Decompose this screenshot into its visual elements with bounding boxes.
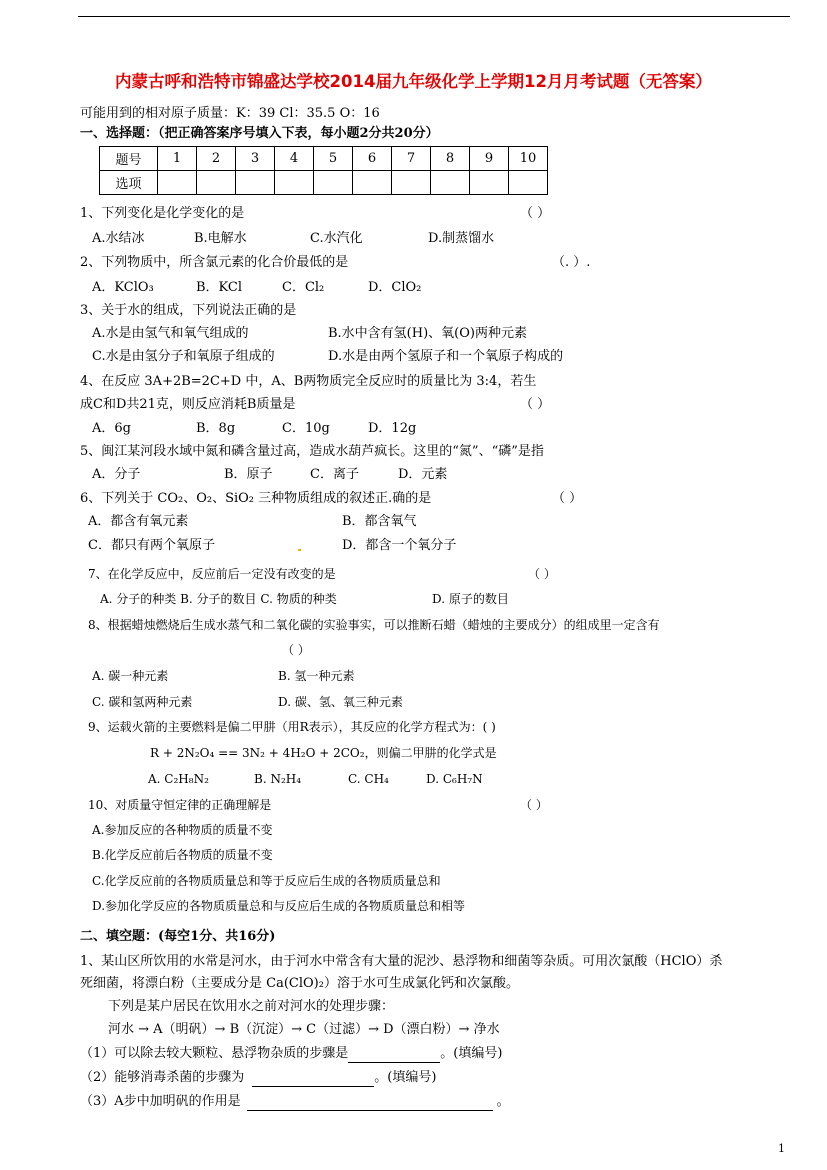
sub2-answer-blank[interactable] [252, 1072, 374, 1087]
table-number: 1 [158, 147, 197, 171]
sub1-after: 。(填编号) [440, 1046, 503, 1061]
passage-line1: 1、某山区所饮用的水常是河水，由于河水中常含有大量的泥沙、悬浮物和细菌等杂质。可用次氯酸（HClO）杀 [80, 954, 723, 969]
table-number: 9 [470, 147, 509, 171]
table-header-label: 题号 [100, 147, 158, 171]
sub2-after: 。(填编号) [374, 1070, 437, 1085]
header-rule [78, 16, 790, 17]
q1-option-a: A.水结冰 [92, 231, 145, 246]
q9-option-c: C. CH₄ [348, 772, 389, 786]
q5-option-a: A．分子 [92, 467, 141, 482]
q8-option-d: D. 碳、氢、氧三种元素 [278, 695, 403, 709]
q8-option-a: A. 碳一种元素 [92, 669, 169, 683]
q10-option-d: D.参加化学反应的各物质质量总和与反应后生成的各物质质量总和相等 [92, 899, 466, 913]
answer-cell[interactable] [431, 171, 470, 195]
q1-option-c: C.水汽化 [310, 231, 363, 246]
q2-option-b: B．KCl [196, 280, 243, 295]
sub3-after: 。 [496, 1094, 510, 1109]
sub-question-3 [80, 1093, 510, 1111]
table-number: 4 [275, 147, 314, 171]
q9-option-a: A. C₂H₈N₂ [148, 772, 209, 786]
sub3-text: （3）A步中加明矾的作用是 [80, 1094, 241, 1109]
q2-stem: 2、下列物质中，所含氯元素的化合价最低的是 [80, 255, 349, 270]
stray-mark [298, 549, 301, 551]
q10-option-a: A.参加反应的各种物质的质量不变 [92, 823, 273, 837]
table-number: 3 [236, 147, 275, 171]
q4-stem-line1: 4、在反应 3A+2B=2C+D 中，A、B两物质完全反应时的质量比为 3:4，若生 [80, 374, 537, 389]
q1-answer-paren: （ ） [520, 206, 551, 221]
q4-stem-line2: 成C和D共21克，则反应消耗B质量是 [80, 397, 296, 412]
q10-option-b: B.化学反应前后各物质的质量不变 [92, 848, 273, 862]
answer-cell[interactable] [275, 171, 314, 195]
q7-options-abc: A. 分子的种类 B. 分子的数目 C. 物质的种类 [100, 592, 337, 606]
page-title: 内蒙古呼和浩特市锦盛达学校2014届九年级化学上学期12月月考试题（无答案） [115, 72, 712, 91]
table-number: 7 [392, 147, 431, 171]
sub-question-2 [80, 1069, 436, 1087]
q2-option-d: D．ClO₂ [368, 280, 422, 295]
q8-stem: 8、根据蜡烛燃烧后生成水蒸气和二氧化碳的实验事实，可以推断石蜡（蜡烛的主要成分）的组成里一定含有 [88, 618, 660, 632]
q2-option-a: A．KClO₃ [92, 280, 154, 295]
sub-question-1 [80, 1045, 502, 1063]
q9-option-b: B. N₂H₄ [254, 772, 302, 786]
q3-option-b: B.水中含有氢(H)、氧(O)两种元素 [328, 326, 527, 341]
table-number: 6 [353, 147, 392, 171]
answer-cell[interactable] [236, 171, 275, 195]
q1-option-d: D.制蒸馏水 [428, 231, 495, 246]
q7-stem: 7、在化学反应中，反应前后一定没有改变的是 [88, 567, 336, 581]
answer-cell[interactable] [470, 171, 509, 195]
process-flow: 河水 → A（明矾）→ B（沉淀）→ C（过滤）→ D（漂白粉）→ 净水 [108, 1022, 500, 1037]
q5-option-b: B．原子 [224, 467, 273, 482]
q8-answer-paren: （ ） [282, 643, 310, 657]
q5-option-c: C．离子 [310, 467, 359, 482]
q10-stem: 10、对质量守恒定律的正确理解是 [88, 798, 272, 812]
answer-cell[interactable] [509, 171, 548, 195]
passage-line2: 死细菌，将漂白粉（主要成分是 Ca(ClO)₂）溶于水可生成氯化钙和次氯酸。 [80, 976, 519, 991]
q10-option-c: C.化学反应前的各物质质量总和等于反应后生成的各物质质量总和 [92, 874, 441, 888]
q8-option-c: C. 碳和氢两种元素 [92, 695, 193, 709]
q6-option-d: D．都含一个氧分子 [342, 538, 457, 553]
page-number: 1 [778, 1142, 785, 1155]
q4-option-a: A．6g [92, 421, 131, 436]
section2-heading: 二、填空题：(每空1分、共16分) [80, 929, 276, 944]
q5-option-d: D．元素 [398, 467, 448, 482]
q7-answer-paren: （ ） [528, 567, 556, 581]
q1-option-b: B.电解水 [194, 231, 247, 246]
q9-option-d: D. C₆H₇N [426, 772, 483, 786]
atomic-masses: 可能用到的相对原子质量：K：39 Cl：35.5 O：16 [80, 106, 380, 121]
answer-table [99, 146, 548, 195]
table-number: 8 [431, 147, 470, 171]
q6-option-a: A．都含有氧元素 [88, 514, 189, 529]
q3-stem: 3、关于水的组成，下列说法正确的是 [80, 303, 297, 318]
answer-cell[interactable] [392, 171, 431, 195]
table-answer-label: 选项 [100, 171, 158, 195]
table-number: 2 [197, 147, 236, 171]
answer-cell[interactable] [197, 171, 236, 195]
q6-stem: 6、下列关于 CO₂、O₂、SiO₂ 三种物质组成的叙述正.确的是 [80, 491, 432, 506]
q2-answer-paren: （. ）. [552, 255, 591, 270]
q3-option-a: A.水是由氢气和氧气组成的 [92, 326, 249, 341]
q6-answer-paren: （ ） [552, 491, 583, 506]
answer-cell[interactable] [353, 171, 392, 195]
q6-option-b: B．都含氧气 [342, 514, 417, 529]
q5-stem: 5、闽江某河段水域中氮和磷含量过高，造成水葫芦疯长。这里的“氮”、“磷”是指 [80, 444, 544, 459]
q9-equation: R + 2N₂O₄ == 3N₂ + 4H₂O + 2CO₂，则偏二甲肼的化学式是 [150, 746, 497, 760]
q2-option-c: C．Cl₂ [282, 280, 325, 295]
answer-cell[interactable] [314, 171, 353, 195]
sub1-text: （1）可以除去较大颗粒、悬浮物杂质的步骤是 [80, 1046, 349, 1061]
q8-option-b: B. 氢一种元素 [278, 669, 355, 683]
answer-cell[interactable] [158, 171, 197, 195]
q7-option-d: D. 原子的数目 [432, 592, 509, 606]
table-number: 5 [314, 147, 353, 171]
passage-line3: 下列是某户居民在饮用水之前对河水的处理步骤： [108, 999, 395, 1014]
q4-answer-paren: （ ） [520, 397, 551, 412]
q4-option-d: D．12g [368, 421, 417, 436]
sub1-answer-blank[interactable] [348, 1048, 440, 1063]
table-number: 10 [509, 147, 548, 171]
q6-option-c: C．都只有两个氧原子 [88, 538, 215, 553]
sub2-text: （2）能够消毒杀菌的步骤为 [80, 1070, 245, 1085]
q10-answer-paren: （ ） [520, 798, 548, 812]
q9-stem: 9、运载火箭的主要燃料是偏二甲肼（用R表示），其反应的化学方程式为：( ) [88, 720, 496, 734]
q1-stem: 1、下列变化是化学变化的是 [80, 206, 245, 221]
q4-option-b: B．8g [196, 421, 236, 436]
q3-option-d: D.水是由两个氢原子和一个氧原子构成的 [328, 349, 564, 364]
q4-option-c: C．10g [282, 421, 330, 436]
q3-option-c: C.水是由氢分子和氧原子组成的 [92, 349, 275, 364]
sub3-answer-blank[interactable] [247, 1096, 493, 1111]
section1-heading: 一、选择题：（把正确答案序号填入下表，每小题2分共20分） [80, 126, 439, 141]
